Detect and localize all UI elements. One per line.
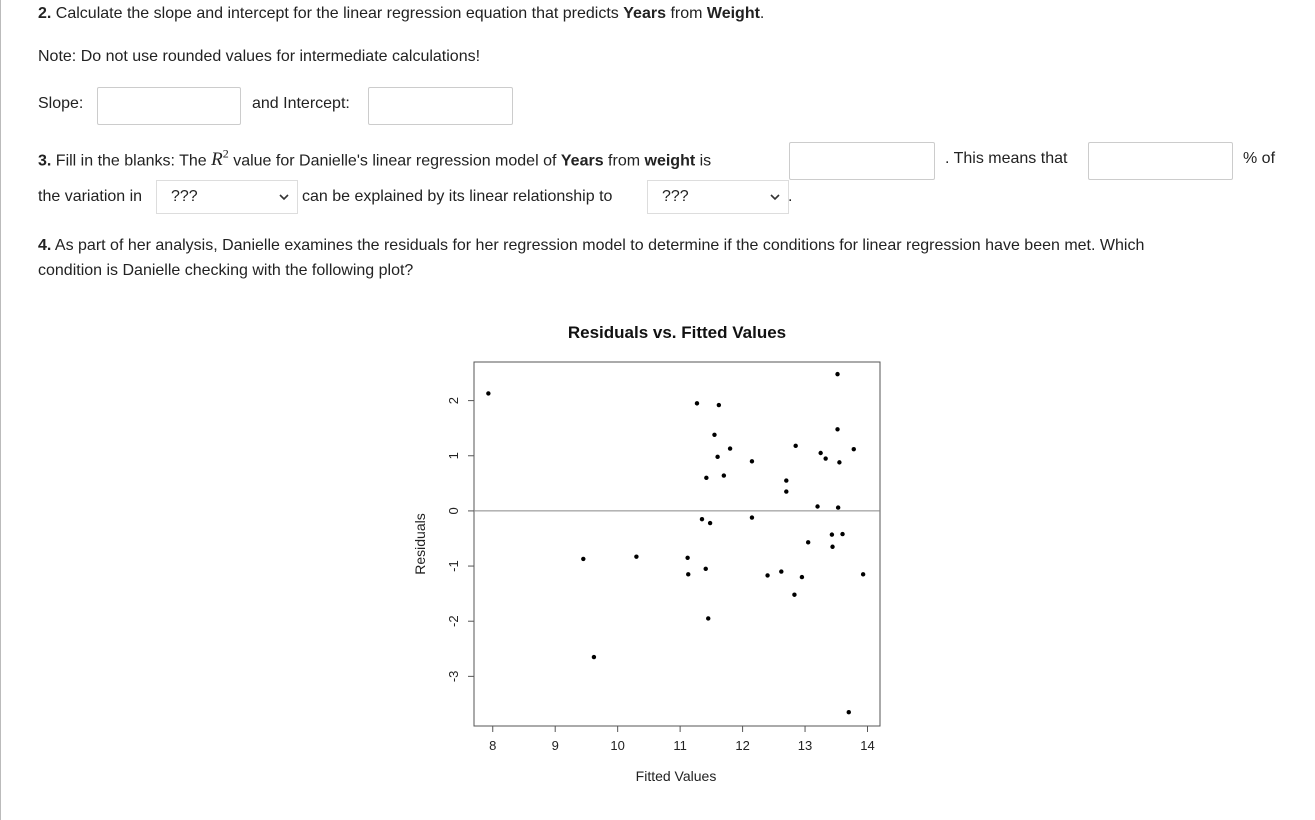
data-point bbox=[779, 569, 783, 573]
data-point bbox=[728, 446, 732, 450]
data-point bbox=[830, 545, 834, 549]
chevron-down-icon bbox=[768, 190, 782, 204]
data-point bbox=[830, 532, 834, 536]
data-point bbox=[815, 504, 819, 508]
question-2: 2. Calculate the slope and intercept for the linear regression equation that predicts Years from Weight. bbox=[38, 5, 765, 22]
r-squared-input[interactable] bbox=[789, 142, 935, 180]
data-point bbox=[800, 575, 804, 579]
data-point bbox=[836, 505, 840, 509]
data-point bbox=[792, 593, 796, 597]
data-point bbox=[722, 473, 726, 477]
x-tick-label: 8 bbox=[489, 738, 497, 753]
x-axis-label: Fitted Values bbox=[635, 768, 717, 784]
data-point bbox=[765, 573, 769, 577]
y-tick-label: 1 bbox=[446, 452, 461, 460]
explanatory-variable-value: ??? bbox=[662, 188, 689, 205]
y-tick-label: 2 bbox=[446, 396, 461, 405]
y-tick-label: -2 bbox=[446, 615, 461, 627]
data-point bbox=[840, 532, 844, 536]
residuals-chart bbox=[380, 310, 980, 790]
intercept-input[interactable] bbox=[368, 87, 513, 125]
data-point bbox=[835, 427, 839, 431]
response-variable-value: ??? bbox=[171, 188, 198, 205]
data-point bbox=[750, 459, 754, 463]
explained-text: can be explained by its linear relationship to bbox=[302, 188, 613, 205]
data-point bbox=[750, 515, 754, 519]
x-tick-label: 12 bbox=[735, 738, 750, 753]
data-point bbox=[706, 616, 710, 620]
percent-input[interactable] bbox=[1088, 142, 1233, 180]
data-point bbox=[634, 554, 638, 558]
data-point bbox=[717, 403, 721, 407]
data-points bbox=[486, 372, 865, 714]
variation-in-text: the variation in bbox=[38, 188, 143, 205]
data-point bbox=[712, 433, 716, 437]
note-text: Note: Do not use rounded values for intermediate calculations! bbox=[38, 48, 481, 65]
question-4-line2: condition is Danielle checking with the following plot? bbox=[38, 262, 414, 279]
data-point bbox=[784, 489, 788, 493]
data-point bbox=[704, 476, 708, 480]
y-axis bbox=[446, 397, 474, 682]
period-text: . bbox=[788, 188, 793, 205]
response-variable-select[interactable] bbox=[156, 180, 298, 214]
data-point bbox=[700, 517, 704, 521]
this-means-text: . This means that bbox=[945, 150, 1068, 167]
y-axis-label: Residuals bbox=[412, 513, 428, 575]
data-point bbox=[695, 401, 699, 405]
data-point bbox=[784, 478, 788, 482]
slope-input[interactable] bbox=[97, 87, 241, 125]
data-point bbox=[861, 572, 865, 576]
data-point bbox=[686, 572, 690, 576]
data-point bbox=[685, 556, 689, 560]
data-point bbox=[704, 567, 708, 571]
data-point bbox=[852, 447, 856, 451]
x-tick-label: 10 bbox=[610, 738, 625, 753]
x-tick-label: 9 bbox=[551, 738, 559, 753]
y-tick-label: -3 bbox=[446, 670, 461, 683]
slope-label: Slope: bbox=[38, 95, 84, 112]
data-point bbox=[793, 444, 797, 448]
data-point bbox=[708, 521, 712, 525]
x-tick-label: 13 bbox=[797, 738, 813, 753]
chart-title: Residuals vs. Fitted Values bbox=[567, 323, 787, 342]
page-left-border bbox=[0, 0, 1, 820]
r-squared-symbol: $R^2$ bbox=[211, 147, 229, 171]
data-point bbox=[847, 710, 851, 714]
x-tick-label: 14 bbox=[860, 738, 875, 753]
x-tick-label: 11 bbox=[673, 738, 687, 753]
data-point bbox=[835, 372, 839, 376]
data-point bbox=[823, 456, 827, 460]
data-point bbox=[715, 455, 719, 459]
x-axis bbox=[489, 726, 875, 753]
plot-frame bbox=[474, 362, 880, 726]
data-point bbox=[806, 540, 810, 544]
data-point bbox=[581, 557, 585, 561]
data-point bbox=[486, 391, 490, 395]
data-point bbox=[592, 655, 596, 659]
chevron-down-icon bbox=[277, 190, 291, 204]
data-point bbox=[837, 460, 841, 464]
question-3-line1: 3. Fill in the blanks: The $R^2$ value for Danielle's linear regression model of Years from weight is bbox=[38, 147, 712, 171]
y-tick-label: -1 bbox=[446, 560, 461, 572]
question-4-line1: 4. As part of her analysis, Danielle examines the residuals for her regression model to determine if the conditions for linear regression have been met. Which bbox=[38, 237, 1145, 254]
intercept-label: and Intercept: bbox=[252, 95, 350, 112]
data-point bbox=[818, 451, 822, 455]
y-tick-label: 0 bbox=[446, 507, 461, 515]
explanatory-variable-select[interactable] bbox=[647, 180, 789, 214]
percent-of-text: % of bbox=[1243, 150, 1276, 167]
